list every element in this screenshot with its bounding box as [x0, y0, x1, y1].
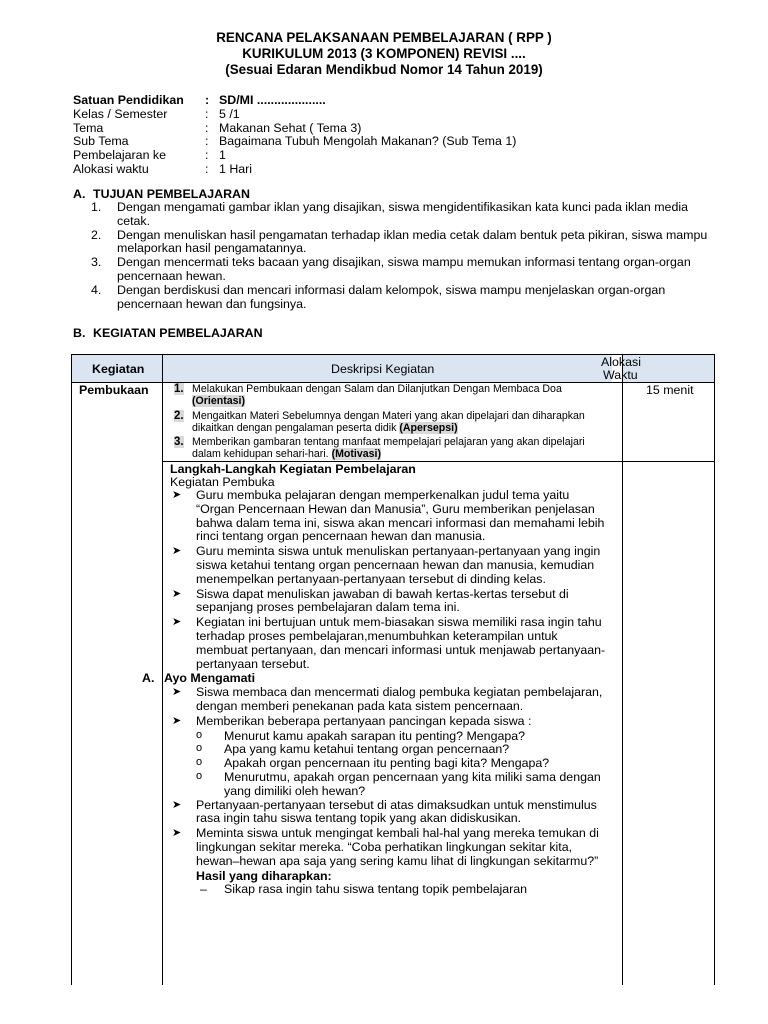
arrow-bullet-icon: ➤	[172, 587, 182, 600]
info-label: Satuan Pendidikan	[73, 93, 184, 107]
step-tag: (Orientasi)	[192, 395, 245, 408]
info-label: Alokasi waktu	[73, 161, 149, 176]
list-item	[170, 827, 610, 868]
header-kegiatan: Kegiatan	[92, 362, 145, 376]
dash-bullet-icon: –	[200, 882, 207, 897]
item-number: 3.	[91, 255, 102, 270]
opening-step	[174, 383, 614, 408]
header-deskripsi: Deskripsi Kegiatan	[331, 362, 435, 376]
question-item	[170, 743, 610, 757]
opening-steps	[174, 383, 614, 461]
subsection-heading	[142, 672, 610, 686]
item-text: Siswa dapat menuliskan jawaban di bawah kertas-kertas tersebut di sepanjang proses pembelajaran dalam tema ini.	[196, 586, 569, 615]
info-value: Makanan Sehat ( Tema 3)	[219, 120, 362, 135]
learning-goals-list	[91, 201, 721, 311]
arrow-bullet-icon: ➤	[172, 714, 182, 727]
header-waktu: Waktu	[603, 368, 638, 382]
info-value: 1	[219, 148, 226, 163]
section-title: KEGIATAN PEMBELAJARAN	[93, 326, 263, 340]
item-text: Guru meminta siswa untuk menuliskan pertanyaan-pertanyaan yang ingin siswa ketahui tentang organ pencernaan hewan dan manusia, kemudian menempelkan pertanyaan-pertanyaan tersebut di dinding kelas.	[196, 544, 601, 586]
item-text: Menurut kamu apakah sarapan itu penting? Mengapa?	[224, 728, 526, 743]
arrow-bullet-icon: ➤	[172, 545, 182, 558]
circle-bullet-icon: o	[196, 756, 203, 769]
circle-bullet-icon: o	[196, 769, 203, 782]
list-item	[170, 545, 610, 586]
info-value: 1 Hari	[219, 161, 253, 176]
kegiatan-pembukaan: Pembukaan	[79, 383, 149, 397]
step-number: 1.	[174, 383, 184, 395]
item-text: Apakah organ pencernaan itu penting bagi kita? Mengapa?	[224, 756, 550, 771]
arrow-bullet-icon: ➤	[172, 686, 182, 699]
section-title: TUJUAN PEMBELAJARAN	[93, 187, 250, 201]
section-a-heading	[73, 187, 250, 201]
section-title: Ayo Mengamati	[164, 671, 256, 686]
item-text: Menurutmu, apakah organ pencernaan yang kita miliki sama dengan yang dimiliki oleh hewan?	[224, 769, 601, 798]
arrow-bullet-icon: ➤	[172, 827, 182, 840]
header-alokasi: Alokasi	[601, 355, 641, 369]
step-number: 2.	[174, 409, 184, 422]
info-colon: :	[205, 161, 209, 176]
item-text: Apa yang kamu ketahui tentang organ pencernaan?	[224, 742, 510, 757]
doc-title-line3: (Sesuai Edaran Mendikbud Nomor 14 Tahun 2019)	[225, 62, 543, 77]
list-item	[170, 616, 610, 671]
opening-step	[174, 436, 614, 461]
info-colon: :	[205, 148, 209, 163]
info-colon: :	[205, 134, 209, 149]
doc-title-line1: RENCANA PELAKSANAAN PEMBELAJARAN ( RPP )	[216, 30, 552, 45]
arrow-bullet-icon: ➤	[172, 489, 182, 501]
arrow-bullet-icon: ➤	[172, 798, 182, 811]
question-item	[170, 757, 610, 771]
result-item	[170, 883, 610, 897]
steps-body	[142, 488, 610, 897]
section-number: A.	[142, 671, 155, 686]
column-divider	[162, 355, 163, 985]
item-text: Dengan mencermati teks bacaan yang disajikan, siswa mampu memukan informasi tentang organ-organ pencernaan hewan.	[117, 255, 691, 283]
item-text: Meminta siswa untuk mengingat kembali hal-hal yang mereka temukan di lingkungan sekitar mereka. “Coba perhatikan lingkungan sekitar kita, hewan–hewan apa saja yang sering kamu lihat di lingkungan sekitarmu?”	[196, 826, 599, 868]
item-text: Guru membuka pelajaran dengan memperkenalkan judul tema yaitu “Organ Pencernaan Hewan dan Manusia”, Guru memberikan penjelasan bahwa dalam tema ini, siswa akan mencari informasi dan memahami lebih rinci tentang organ pencernaan hewan dan manusia.	[196, 488, 605, 544]
circle-bullet-icon: o	[196, 742, 203, 755]
list-item	[91, 256, 721, 284]
info-value: 5 /1	[219, 106, 240, 121]
info-value: SD/MI ....................	[219, 93, 326, 107]
step-tag: (Apersepsi)	[399, 421, 458, 434]
alokasi-waktu-value: 15 menit	[646, 383, 694, 397]
step-text: Melakukan Pembukaan dengan Salam dan Dilanjutkan Dengan Membaca Doa	[192, 383, 562, 395]
item-text: Memberikan beberapa pertanyaan pancingan kepada siswa :	[196, 713, 532, 728]
info-colon: :	[205, 106, 209, 121]
steps-heading: Langkah-Langkah Kegiatan Pembelajaran	[170, 462, 416, 476]
info-label: Sub Tema	[73, 134, 129, 149]
question-item	[170, 730, 610, 744]
step-text: Memberikan gambaran tentang manfaat mempelajari pelajaran yang akan dipelajari dalam kehidupan sehari-hari.	[192, 436, 585, 461]
step-text: Mengaitkan Materi Sebelumnya dengan Materi yang akan dipelajari dan diharapkan dikaitkan dengan pengalaman peserta didik	[192, 409, 585, 434]
column-divider	[622, 355, 623, 985]
activities-table	[71, 354, 715, 985]
arrow-bullet-icon: ➤	[172, 616, 182, 629]
list-item	[170, 799, 610, 827]
step-tag: (Motivasi)	[331, 448, 382, 461]
item-number: 1.	[91, 200, 102, 214]
info-label: Kelas / Semester	[73, 106, 168, 121]
steps-subheading: Kegiatan Pembuka	[170, 475, 275, 489]
list-item	[91, 201, 721, 229]
info-label: Pembelajaran ke	[73, 148, 166, 163]
item-number: 4.	[91, 282, 102, 297]
list-item	[91, 229, 721, 257]
doc-title-line2: KURIKULUM 2013 (3 KOMPONEN) REVISI ....	[242, 46, 526, 61]
section-number: A.	[73, 187, 86, 201]
item-text: Pertanyaan-pertanyaan tersebut di atas dimaksudkan untuk menstimulus rasa ingin tahu siswa tentang topik yang akan didiskusikan.	[196, 797, 597, 826]
info-colon: :	[205, 93, 210, 107]
opening-step	[174, 410, 614, 435]
item-text: Dengan menuliskan hasil pengamatan terhadap iklan media cetak dalam bentuk peta pikiran, siswa mampu melaporkan hasil pengamatannya.	[117, 227, 708, 256]
item-text: Siswa membaca dan mencermati dialog pembuka kegiatan pembelajaran, dengan memberi penekanan pada kata sistem pencernaan.	[196, 685, 603, 713]
section-b-heading	[73, 326, 263, 340]
list-item	[170, 588, 610, 616]
list-item	[170, 715, 610, 729]
info-label: Tema	[73, 120, 104, 135]
list-item	[170, 489, 610, 544]
result-label: Hasil yang diharapkan:	[196, 868, 332, 883]
list-item	[170, 686, 610, 714]
info-value: Bagaimana Tubuh Mengolah Makanan? (Sub Tema 1)	[219, 134, 517, 149]
circle-bullet-icon: o	[196, 728, 203, 741]
item-text: Dengan berdiskusi dan mencari informasi dalam kelompok, siswa mampu menjelaskan organ-organ pencernaan hewan dan fungsinya.	[117, 282, 666, 311]
item-number: 2.	[91, 227, 102, 242]
item-text: Dengan mengamati gambar iklan yang disajikan, siswa mengidentifikasikan kata kunci pada iklan media cetak.	[117, 200, 688, 228]
section-number: B.	[73, 326, 86, 340]
item-text: Sikap rasa ingin tahu siswa tentang topik pembelajaran	[224, 882, 528, 897]
step-number: 3.	[174, 436, 184, 449]
question-item	[170, 771, 610, 799]
item-text: Kegiatan ini bertujuan untuk mem-biasakan siswa memiliki rasa ingin tahu terhadap proses pembelajaran,menumbuhkan keterampilan untuk membuat pertanyaan, dan mencari informasi untuk menjawab pertanyaan-pertanyaan tersebut.	[196, 615, 606, 671]
info-colon: :	[205, 120, 209, 135]
list-item	[91, 284, 721, 312]
